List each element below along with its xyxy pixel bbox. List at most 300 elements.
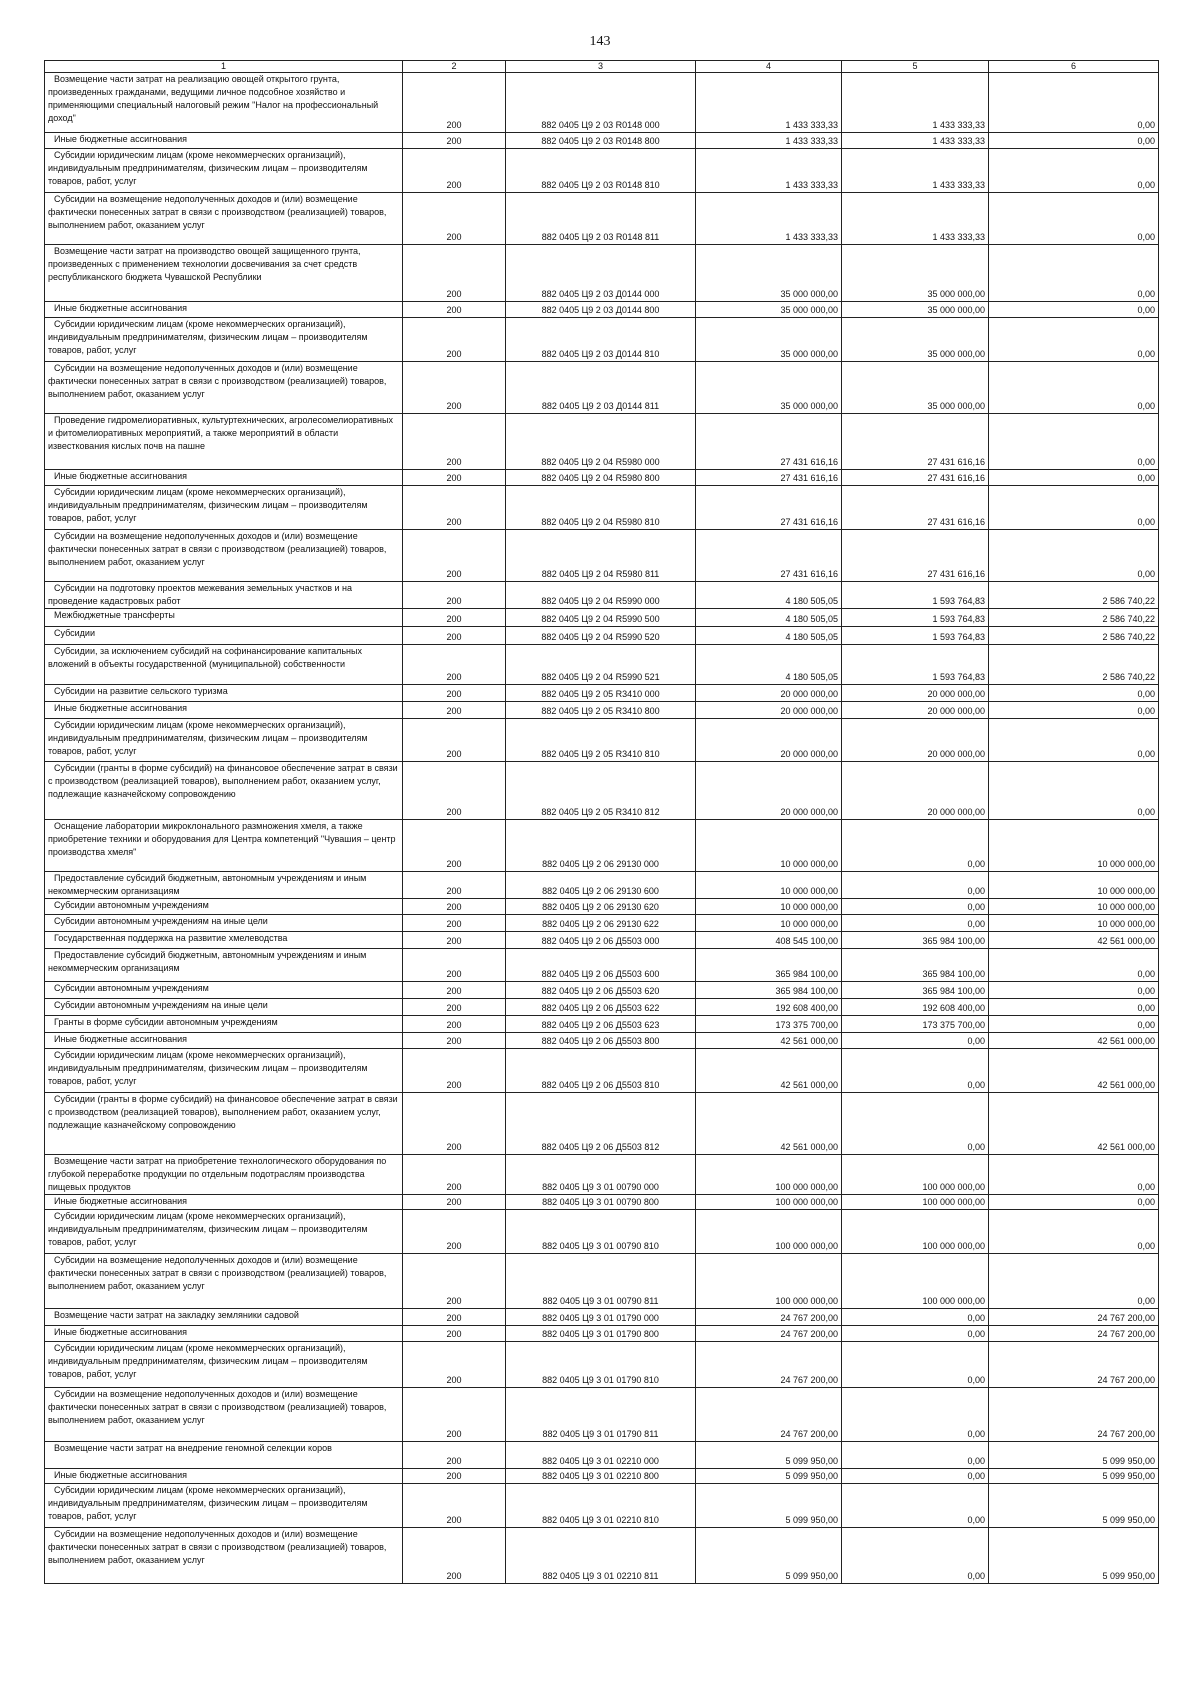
row-value-col4: 100 000 000,00: [696, 1254, 842, 1309]
table-row: [45, 470, 1159, 486]
row-budget-code: 882 0405 Ц9 2 04 R5980 800: [506, 470, 696, 486]
row-budget-code: 882 0405 Ц9 2 03 R0148 000: [506, 73, 696, 133]
row-value-col4: 20 000 000,00: [696, 702, 842, 719]
row-description: [45, 530, 403, 582]
table-row: [45, 73, 1159, 133]
row-description-text: Предоставление субсидий бюджетным, автономным учреждениям и иным некоммерческим организациям: [48, 873, 367, 896]
row-budget-code: 882 0405 Ц9 2 06 Д5503 810: [506, 1049, 696, 1093]
header-row: [45, 61, 1159, 73]
row-description-text: Субсидии (гранты в форме субсидий) на финансовое обеспечение затрат в связи с производством (реализацией товаров), выполнением работ, оказанием услуг, подлежащие казначейскому сопровождению: [48, 1094, 398, 1130]
row-value-col5: 27 431 616,16: [842, 486, 989, 530]
table-row: [45, 245, 1159, 302]
table-row: [45, 1309, 1159, 1326]
table-row: [45, 1442, 1159, 1469]
row-description: [45, 627, 403, 645]
row-admin-code: 200: [403, 1016, 506, 1033]
row-description-text: Субсидии на возмещение недополученных доходов и (или) возмещение фактически понесенных затрат в связи с производством (реализацией) товаров, выполнением работ, оказанием услуг: [48, 194, 387, 230]
row-budget-code: 882 0405 Ц9 2 06 29130 600: [506, 872, 696, 899]
table-row: [45, 999, 1159, 1016]
row-admin-code: 200: [403, 1528, 506, 1584]
row-value-col4: 10 000 000,00: [696, 820, 842, 872]
row-description: [45, 719, 403, 762]
column-header-2: 2: [403, 61, 506, 73]
row-description: [45, 486, 403, 530]
row-value-col4: 27 431 616,16: [696, 470, 842, 486]
table-row: [45, 318, 1159, 362]
row-description: [45, 1210, 403, 1254]
row-value-col5: 0,00: [842, 1326, 989, 1342]
row-value-col5: 0,00: [842, 1342, 989, 1388]
table-row: [45, 1388, 1159, 1442]
table-row: [45, 719, 1159, 762]
row-value-col4: 365 984 100,00: [696, 949, 842, 982]
row-admin-code: 200: [403, 949, 506, 982]
row-value-col6: 2 586 740,22: [989, 645, 1159, 685]
row-admin-code: 200: [403, 899, 506, 915]
row-admin-code: 200: [403, 915, 506, 932]
row-budget-code: 882 0405 Ц9 2 06 Д5503 620: [506, 982, 696, 999]
row-description: [45, 73, 403, 133]
row-admin-code: 200: [403, 719, 506, 762]
row-value-col4: 35 000 000,00: [696, 318, 842, 362]
budget-table: [44, 60, 1159, 1584]
row-admin-code: 200: [403, 762, 506, 820]
row-value-col6: 10 000 000,00: [989, 872, 1159, 899]
row-description-text: Субсидии на возмещение недополученных доходов и (или) возмещение фактически понесенных затрат в связи с производством (реализацией) товаров, выполнением работ, оказанием услуг: [48, 1529, 387, 1565]
row-value-col5: 0,00: [842, 899, 989, 915]
row-value-col6: 0,00: [989, 73, 1159, 133]
row-description-text: Субсидии (гранты в форме субсидий) на финансовое обеспечение затрат в связи с производством (реализацией товаров), выполнением работ, оказанием услуг, подлежащие казначейскому сопровождению: [48, 763, 398, 799]
table-row: [45, 702, 1159, 719]
row-value-col5: 20 000 000,00: [842, 719, 989, 762]
row-admin-code: 200: [403, 685, 506, 702]
row-admin-code: 200: [403, 872, 506, 899]
row-budget-code: 882 0405 Ц9 2 04 R5990 000: [506, 582, 696, 609]
row-budget-code: 882 0405 Ц9 3 01 01790 810: [506, 1342, 696, 1388]
row-admin-code: 200: [403, 302, 506, 318]
row-admin-code: 200: [403, 702, 506, 719]
row-value-col4: 42 561 000,00: [696, 1093, 842, 1155]
row-value-col4: 35 000 000,00: [696, 245, 842, 302]
row-value-col4: 5 099 950,00: [696, 1528, 842, 1584]
row-budget-code: 882 0405 Ц9 2 06 29130 620: [506, 899, 696, 915]
row-description: [45, 899, 403, 915]
row-value-col5: 173 375 700,00: [842, 1016, 989, 1033]
row-description-text: Субсидии: [54, 628, 95, 638]
row-description: [45, 609, 403, 627]
row-value-col6: 0,00: [989, 149, 1159, 193]
row-description: [45, 1326, 403, 1342]
row-value-col5: 1 593 764,83: [842, 582, 989, 609]
row-description: [45, 1254, 403, 1309]
table-row: [45, 1342, 1159, 1388]
row-budget-code: 882 0405 Ц9 2 03 Д0144 000: [506, 245, 696, 302]
row-admin-code: 200: [403, 609, 506, 627]
row-budget-code: 882 0405 Ц9 2 06 29130 622: [506, 915, 696, 932]
table-row: [45, 133, 1159, 149]
row-value-col4: 42 561 000,00: [696, 1049, 842, 1093]
row-value-col4: 4 180 505,05: [696, 645, 842, 685]
table-row: [45, 1210, 1159, 1254]
column-header-6: 6: [989, 61, 1159, 73]
table-body: [45, 73, 1159, 1584]
column-header-1: 1: [45, 61, 403, 73]
row-value-col6: 5 099 950,00: [989, 1528, 1159, 1584]
row-budget-code: 882 0405 Ц9 2 05 R3410 810: [506, 719, 696, 762]
table-row: [45, 486, 1159, 530]
row-value-col5: 0,00: [842, 1442, 989, 1469]
row-value-col5: 0,00: [842, 1484, 989, 1528]
row-value-col4: 24 767 200,00: [696, 1309, 842, 1326]
row-description-text: Государственная поддержка на развитие хмелеводства: [54, 933, 288, 943]
row-description: [45, 245, 403, 302]
row-value-col5: 0,00: [842, 872, 989, 899]
row-description-text: Субсидии на возмещение недополученных доходов и (или) возмещение фактически понесенных затрат в связи с производством (реализацией) товаров, выполнением работ, оказанием услуг: [48, 531, 387, 567]
row-description-text: Иные бюджетные ассигнования: [54, 703, 188, 713]
row-description-text: Субсидии автономным учреждениям: [54, 900, 209, 910]
row-value-col4: 42 561 000,00: [696, 1033, 842, 1049]
row-description-text: Иные бюджетные ассигнования: [54, 1327, 188, 1337]
row-admin-code: 200: [403, 133, 506, 149]
row-description-text: Субсидии, за исключением субсидий на софинансирование капитальных вложений в объекты государственной (муниципальной) собственности: [48, 646, 362, 669]
row-admin-code: 200: [403, 245, 506, 302]
row-value-col5: 27 431 616,16: [842, 530, 989, 582]
row-value-col4: 24 767 200,00: [696, 1342, 842, 1388]
row-description-text: Субсидии на возмещение недополученных доходов и (или) возмещение фактически понесенных затрат в связи с производством (реализацией) товаров, выполнением работ, оказанием услуг: [48, 1389, 387, 1425]
table-row: [45, 820, 1159, 872]
row-budget-code: 882 0405 Ц9 3 01 01790 811: [506, 1388, 696, 1442]
row-description-text: Субсидии юридическим лицам (кроме некоммерческих организаций), индивидуальным предпринимателям, физическим лицам – производителям товаров, работ, услуг: [48, 487, 368, 523]
row-description-text: Возмещение части затрат на внедрение геномной селекции коров: [54, 1443, 332, 1453]
row-value-col6: 24 767 200,00: [989, 1388, 1159, 1442]
row-description: [45, 1388, 403, 1442]
row-value-col6: 0,00: [989, 486, 1159, 530]
row-value-col6: 0,00: [989, 719, 1159, 762]
row-admin-code: 200: [403, 1442, 506, 1469]
row-value-col4: 100 000 000,00: [696, 1155, 842, 1195]
row-budget-code: 882 0405 Ц9 3 01 00790 000: [506, 1155, 696, 1195]
row-description-text: Оснащение лаборатории микроклонального размножения хмеля, а также приобретение техники и оборудования для Центра компетенций "Чувашия – центр производства хмеля": [48, 821, 396, 857]
row-value-col5: 27 431 616,16: [842, 470, 989, 486]
row-value-col5: 20 000 000,00: [842, 685, 989, 702]
row-description-text: Субсидии юридическим лицам (кроме некоммерческих организаций), индивидуальным предпринимателям, физическим лицам – производителям товаров, работ, услуг: [48, 1050, 368, 1086]
table-row: [45, 1254, 1159, 1309]
row-value-col5: 1 433 333,33: [842, 149, 989, 193]
row-value-col5: 100 000 000,00: [842, 1254, 989, 1309]
table-row: [45, 872, 1159, 899]
row-admin-code: 200: [403, 318, 506, 362]
table-row: [45, 414, 1159, 470]
row-value-col5: 1 433 333,33: [842, 73, 989, 133]
table-row: [45, 1093, 1159, 1155]
row-value-col6: 0,00: [989, 133, 1159, 149]
table-row: [45, 932, 1159, 949]
row-budget-code: 882 0405 Ц9 2 06 Д5503 812: [506, 1093, 696, 1155]
row-value-col5: 27 431 616,16: [842, 414, 989, 470]
table-row: [45, 685, 1159, 702]
row-value-col6: 0,00: [989, 530, 1159, 582]
table-row: [45, 1326, 1159, 1342]
row-admin-code: 200: [403, 1155, 506, 1195]
row-value-col4: 20 000 000,00: [696, 685, 842, 702]
row-value-col4: 24 767 200,00: [696, 1326, 842, 1342]
row-budget-code: 882 0405 Ц9 3 01 00790 811: [506, 1254, 696, 1309]
row-description-text: Субсидии автономным учреждениям на иные цели: [54, 916, 268, 926]
row-description-text: Субсидии юридическим лицам (кроме некоммерческих организаций), индивидуальным предпринимателям, физическим лицам – производителям товаров, работ, услуг: [48, 1211, 368, 1247]
table-row: [45, 762, 1159, 820]
row-value-col6: 0,00: [989, 949, 1159, 982]
row-value-col5: 35 000 000,00: [842, 302, 989, 318]
row-value-col5: 35 000 000,00: [842, 245, 989, 302]
row-value-col4: 408 545 100,00: [696, 932, 842, 949]
row-value-col5: 35 000 000,00: [842, 362, 989, 414]
row-description: [45, 149, 403, 193]
row-description: [45, 1016, 403, 1033]
row-description-text: Субсидии юридическим лицам (кроме некоммерческих организаций), индивидуальным предпринимателям, физическим лицам – производителям товаров, работ, услуг: [48, 720, 368, 756]
row-value-col6: 42 561 000,00: [989, 932, 1159, 949]
row-value-col4: 173 375 700,00: [696, 1016, 842, 1033]
row-description-text: Иные бюджетные ассигнования: [54, 1196, 188, 1206]
row-value-col4: 4 180 505,05: [696, 582, 842, 609]
row-value-col5: 0,00: [842, 820, 989, 872]
row-description-text: Гранты в форме субсидии автономным учреждениям: [54, 1017, 278, 1027]
row-description-text: Субсидии автономным учреждениям на иные цели: [54, 1000, 268, 1010]
row-value-col6: 0,00: [989, 1195, 1159, 1210]
row-value-col6: 5 099 950,00: [989, 1469, 1159, 1484]
table-row: [45, 915, 1159, 932]
row-value-col4: 35 000 000,00: [696, 302, 842, 318]
row-value-col4: 10 000 000,00: [696, 872, 842, 899]
column-header-3: 3: [506, 61, 696, 73]
table-row: [45, 149, 1159, 193]
row-value-col5: 20 000 000,00: [842, 702, 989, 719]
row-description-text: Возмещение части затрат на производство овощей защищенного грунта, произведенных с применением технологии досвечивания за счет средств республиканского бюджета Чувашской Республики: [48, 246, 361, 282]
row-description: [45, 318, 403, 362]
row-admin-code: 200: [403, 193, 506, 245]
row-value-col5: 0,00: [842, 1528, 989, 1584]
row-budget-code: 882 0405 Ц9 3 01 00790 800: [506, 1195, 696, 1210]
row-value-col6: 0,00: [989, 362, 1159, 414]
row-value-col5: 100 000 000,00: [842, 1155, 989, 1195]
row-description: [45, 1093, 403, 1155]
row-value-col6: 0,00: [989, 982, 1159, 999]
row-value-col6: 0,00: [989, 302, 1159, 318]
row-description-text: Иные бюджетные ассигнования: [54, 1034, 188, 1044]
row-admin-code: 200: [403, 1210, 506, 1254]
row-value-col4: 4 180 505,05: [696, 609, 842, 627]
row-admin-code: 200: [403, 530, 506, 582]
row-budget-code: 882 0405 Ц9 2 04 R5980 811: [506, 530, 696, 582]
table-row: [45, 582, 1159, 609]
row-value-col4: 27 431 616,16: [696, 530, 842, 582]
row-value-col6: 42 561 000,00: [989, 1093, 1159, 1155]
row-value-col6: 0,00: [989, 318, 1159, 362]
row-value-col5: 0,00: [842, 1469, 989, 1484]
table-row: [45, 1195, 1159, 1210]
row-description-text: Иные бюджетные ассигнования: [54, 134, 188, 144]
row-value-col5: 35 000 000,00: [842, 318, 989, 362]
row-description-text: Возмещение части затрат на закладку земляники садовой: [54, 1310, 299, 1320]
row-value-col5: 100 000 000,00: [842, 1210, 989, 1254]
row-value-col4: 5 099 950,00: [696, 1469, 842, 1484]
row-value-col4: 20 000 000,00: [696, 719, 842, 762]
row-admin-code: 200: [403, 1254, 506, 1309]
row-value-col6: 0,00: [989, 193, 1159, 245]
row-value-col4: 1 433 333,33: [696, 149, 842, 193]
row-admin-code: 200: [403, 999, 506, 1016]
table-row: [45, 362, 1159, 414]
row-description: [45, 1195, 403, 1210]
row-description: [45, 1155, 403, 1195]
row-admin-code: 200: [403, 820, 506, 872]
row-value-col5: 1 593 764,83: [842, 609, 989, 627]
row-value-col5: 20 000 000,00: [842, 762, 989, 820]
row-description: [45, 982, 403, 999]
row-description-text: Возмещение части затрат на приобретение технологического оборудования по глубокой переработке продукции по отдельным подотраслям производства пищевых продуктов: [48, 1156, 387, 1192]
row-description: [45, 1484, 403, 1528]
row-value-col6: 10 000 000,00: [989, 899, 1159, 915]
row-budget-code: 882 0405 Ц9 2 06 Д5503 623: [506, 1016, 696, 1033]
row-budget-code: 882 0405 Ц9 3 01 02210 800: [506, 1469, 696, 1484]
row-value-col6: 0,00: [989, 245, 1159, 302]
row-value-col6: 0,00: [989, 1155, 1159, 1195]
row-value-col6: 5 099 950,00: [989, 1484, 1159, 1528]
row-budget-code: 882 0405 Ц9 2 03 R0148 810: [506, 149, 696, 193]
row-admin-code: 200: [403, 932, 506, 949]
row-budget-code: 882 0405 Ц9 2 06 Д5503 000: [506, 932, 696, 949]
row-budget-code: 882 0405 Ц9 2 06 Д5503 800: [506, 1033, 696, 1049]
row-admin-code: 200: [403, 73, 506, 133]
table-row: [45, 1033, 1159, 1049]
row-description: [45, 133, 403, 149]
row-value-col5: 1 433 333,33: [842, 133, 989, 149]
row-value-col4: 10 000 000,00: [696, 899, 842, 915]
row-value-col4: 35 000 000,00: [696, 362, 842, 414]
row-description: [45, 932, 403, 949]
row-description: [45, 915, 403, 932]
row-budget-code: 882 0405 Ц9 2 06 Д5503 600: [506, 949, 696, 982]
row-value-col5: 0,00: [842, 1388, 989, 1442]
row-description: [45, 302, 403, 318]
row-admin-code: 200: [403, 982, 506, 999]
row-value-col6: 0,00: [989, 414, 1159, 470]
row-admin-code: 200: [403, 1049, 506, 1093]
row-description-text: Иные бюджетные ассигнования: [54, 471, 188, 481]
page-number: 143: [589, 34, 611, 49]
row-budget-code: 882 0405 Ц9 3 01 00790 810: [506, 1210, 696, 1254]
table-row: [45, 1528, 1159, 1584]
row-value-col5: 0,00: [842, 915, 989, 932]
row-value-col6: 24 767 200,00: [989, 1326, 1159, 1342]
column-header-5: 5: [842, 61, 989, 73]
row-description-text: Субсидии автономным учреждениям: [54, 983, 209, 993]
row-value-col6: 24 767 200,00: [989, 1342, 1159, 1388]
row-value-col4: 1 433 333,33: [696, 133, 842, 149]
row-value-col4: 4 180 505,05: [696, 627, 842, 645]
row-budget-code: 882 0405 Ц9 2 04 R5980 000: [506, 414, 696, 470]
row-admin-code: 200: [403, 414, 506, 470]
row-description: [45, 685, 403, 702]
row-value-col6: 5 099 950,00: [989, 1442, 1159, 1469]
row-value-col6: 2 586 740,22: [989, 627, 1159, 645]
row-budget-code: 882 0405 Ц9 2 03 R0148 811: [506, 193, 696, 245]
row-description: [45, 1528, 403, 1584]
row-description-text: Субсидии на возмещение недополученных доходов и (или) возмещение фактически понесенных затрат в связи с производством (реализацией) товаров, выполнением работ, оказанием услуг: [48, 363, 387, 399]
row-admin-code: 200: [403, 1195, 506, 1210]
row-budget-code: 882 0405 Ц9 3 01 01790 000: [506, 1309, 696, 1326]
row-value-col4: 1 433 333,33: [696, 193, 842, 245]
row-value-col6: 0,00: [989, 762, 1159, 820]
row-value-col4: 10 000 000,00: [696, 915, 842, 932]
row-value-col6: 42 561 000,00: [989, 1033, 1159, 1049]
row-admin-code: 200: [403, 1309, 506, 1326]
row-description-text: Предоставление субсидий бюджетным, автономным учреждениям и иным некоммерческим организациям: [48, 950, 367, 973]
row-value-col4: 24 767 200,00: [696, 1388, 842, 1442]
row-value-col6: 0,00: [989, 1016, 1159, 1033]
row-value-col6: 0,00: [989, 1254, 1159, 1309]
row-admin-code: 200: [403, 1388, 506, 1442]
row-description: [45, 1033, 403, 1049]
row-description-text: Возмещение части затрат на реализацию овощей открытого грунта, произведенных гражданами, ведущими личное подсобное хозяйство и применяющими специальный налоговый режим "Налог на профессиональный доход": [48, 74, 379, 123]
row-budget-code: 882 0405 Ц9 2 05 R3410 800: [506, 702, 696, 719]
row-admin-code: 200: [403, 582, 506, 609]
row-description: [45, 362, 403, 414]
row-value-col5: 365 984 100,00: [842, 982, 989, 999]
row-value-col5: 365 984 100,00: [842, 949, 989, 982]
row-admin-code: 200: [403, 149, 506, 193]
row-budget-code: 882 0405 Ц9 2 06 29130 000: [506, 820, 696, 872]
table-row: [45, 302, 1159, 318]
row-value-col4: 27 431 616,16: [696, 414, 842, 470]
row-description: [45, 1049, 403, 1093]
row-admin-code: 200: [403, 470, 506, 486]
row-admin-code: 200: [403, 627, 506, 645]
row-budget-code: 882 0405 Ц9 2 06 Д5503 622: [506, 999, 696, 1016]
table-row: [45, 899, 1159, 915]
row-description-text: Иные бюджетные ассигнования: [54, 1470, 188, 1480]
row-value-col6: 10 000 000,00: [989, 915, 1159, 932]
row-value-col4: 1 433 333,33: [696, 73, 842, 133]
row-budget-code: 882 0405 Ц9 2 03 R0148 800: [506, 133, 696, 149]
row-value-col6: 10 000 000,00: [989, 820, 1159, 872]
row-admin-code: 200: [403, 645, 506, 685]
row-admin-code: 200: [403, 486, 506, 530]
row-budget-code: 882 0405 Ц9 2 04 R5990 521: [506, 645, 696, 685]
row-description-text: Субсидии юридическим лицам (кроме некоммерческих организаций), индивидуальным предпринимателям, физическим лицам – производителям товаров, работ, услуг: [48, 150, 368, 186]
table-row: [45, 1469, 1159, 1484]
row-value-col5: 0,00: [842, 1093, 989, 1155]
row-description: [45, 1309, 403, 1326]
row-description: [45, 872, 403, 899]
row-description: [45, 414, 403, 470]
row-value-col4: 27 431 616,16: [696, 486, 842, 530]
row-description: [45, 1342, 403, 1388]
row-description-text: Проведение гидромелиоративных, культуртехнических, агролесомелиоративных и фитомелиоративных мероприятий, а также мероприятий в области известкования кислых почв на пашне: [48, 415, 393, 451]
row-budget-code: 882 0405 Ц9 2 05 R3410 000: [506, 685, 696, 702]
table-row: [45, 1016, 1159, 1033]
row-value-col6: 2 586 740,22: [989, 582, 1159, 609]
table-row: [45, 530, 1159, 582]
row-value-col6: 0,00: [989, 470, 1159, 486]
table-row: [45, 609, 1159, 627]
row-value-col4: 100 000 000,00: [696, 1195, 842, 1210]
row-description: [45, 949, 403, 982]
row-description-text: Субсидии юридическим лицам (кроме некоммерческих организаций), индивидуальным предпринимателям, физическим лицам – производителям товаров, работ, услуг: [48, 1343, 368, 1379]
row-admin-code: 200: [403, 362, 506, 414]
row-value-col6: 0,00: [989, 685, 1159, 702]
row-value-col4: 192 608 400,00: [696, 999, 842, 1016]
row-budget-code: 882 0405 Ц9 2 04 R5980 810: [506, 486, 696, 530]
